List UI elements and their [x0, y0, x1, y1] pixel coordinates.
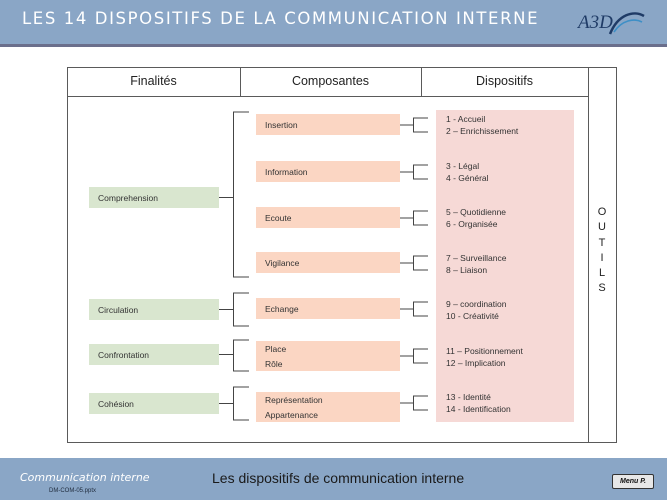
composante-role: Rôle [256, 356, 400, 371]
dispositif-item: 9 – coordination [446, 299, 507, 309]
dispositif-item: 10 - Créativité [446, 311, 499, 321]
composante-ecoute: Ecoute [256, 207, 400, 228]
finalite-comprehension: Comprehension [89, 187, 219, 208]
composante-appartenance: Appartenance [256, 407, 400, 422]
dispositif-item: 2 – Enrichissement [446, 126, 519, 136]
dispositif-item: 14 - Identification [446, 404, 511, 414]
dispositif-item: 11 – Positionnement [446, 346, 523, 356]
header-composantes: Composantes [291, 74, 370, 88]
outils-letter: U [598, 221, 606, 234]
dispositif-item: 5 – Quotidienne [446, 207, 507, 217]
dispositif-group [446, 298, 507, 322]
dispositif-item: 12 – Implication [446, 358, 506, 368]
finalite-circulation: Circulation [89, 299, 219, 320]
logo-text: A3D [578, 12, 613, 33]
dispositif-group [446, 252, 506, 276]
dispositif-item: 7 – Surveillance [446, 253, 507, 263]
dispositif-item: 4 - Général [446, 173, 489, 183]
composante-place: Place [256, 341, 400, 356]
slide-footer [0, 458, 667, 500]
header-dispositifs: Dispositifs [476, 74, 533, 88]
dispositif-item: 1 - Accueil [446, 114, 486, 124]
dispositif-item: 6 - Organisée [446, 219, 498, 229]
footer-filename: DM-COM-05.pptx [49, 488, 97, 494]
header-finalites: Finalités [130, 74, 177, 88]
footer-caption: Les dispositifs de communication interne [212, 470, 465, 486]
outils-label [595, 205, 609, 297]
outils-letter: I [600, 251, 604, 264]
composante-representation: Représentation [256, 392, 400, 407]
dispositif-group [446, 206, 506, 230]
footer-brand: Communication interne [20, 471, 150, 484]
composante-vigilance: Vigilance [256, 252, 400, 273]
dispositif-group [446, 113, 518, 137]
outils-letter: O [597, 206, 607, 218]
finalite-cohesion: Cohésion [89, 393, 219, 414]
dispositif-group [446, 345, 523, 369]
dispositif-group [446, 391, 511, 415]
menu-button[interactable]: Menu P. [612, 474, 654, 489]
outils-letter: L [598, 267, 606, 280]
outils-letter: S [598, 282, 606, 295]
finalite-confrontation: Confrontation [89, 344, 219, 365]
dispositif-group [446, 160, 489, 184]
slide-title: LES 14 DISPOSITIFS DE LA COMMUNICATION INTERNE [22, 9, 540, 28]
composante-information: Information [256, 161, 400, 182]
composante-insertion: Insertion [256, 114, 400, 135]
dispositif-item: 8 – Liaison [446, 265, 488, 275]
composante-echange: Echange [256, 298, 400, 319]
dispositif-item: 3 - Légal [446, 161, 480, 171]
dispositif-item: 13 - Identité [446, 392, 491, 402]
outils-letter: T [598, 236, 606, 249]
